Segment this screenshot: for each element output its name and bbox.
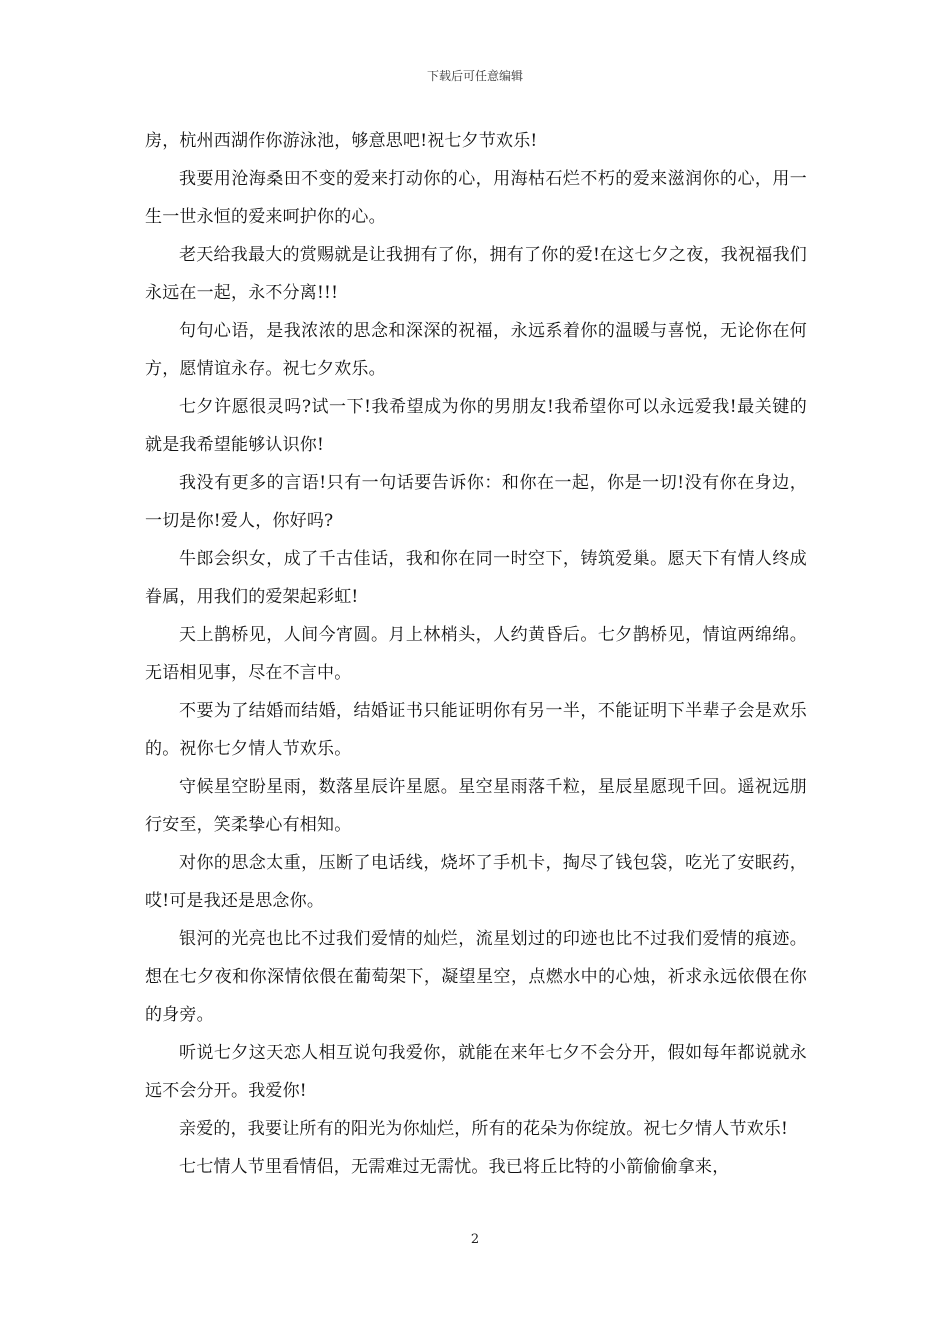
paragraph-6: 我没有更多的言语!只有一句话要告诉你：和你在一起，你是一切!没有你在身边，一切是你!爱人，你好吗? xyxy=(145,473,807,531)
paragraph-11: 对你的思念太重，压断了电话线，烧坏了手机卡，掏尽了钱包袋，吃光了安眠药，哎!可是我还是思念你。 xyxy=(145,853,807,911)
paragraph-14: 亲爱的，我要让所有的阳光为你灿烂，所有的花朵为你绽放。祝七夕情人节欢乐! xyxy=(179,1119,789,1139)
paragraph-8: 天上鹊桥见，人间今宵圆。月上林梢头，人约黄昏后。七夕鹊桥见，情谊两绵绵。无语相见事，尽在不言中。 xyxy=(145,625,807,683)
paragraph-1: 房，杭州西湖作你游泳池，够意思吧!祝七夕节欢乐! xyxy=(145,131,538,151)
page-number: 2 xyxy=(470,1232,480,1247)
paragraph-13: 听说七夕这天恋人相互说句我爱你，就能在来年七夕不会分开，假如每年都说就永远不会分开。我爱你! xyxy=(145,1043,807,1101)
paragraph-5: 七夕许愿很灵吗?试一下!我希望成为你的男朋友!我希望你可以永远爱我!最关键的就是我希望能够认识你! xyxy=(145,397,807,455)
paragraph-4: 句句心语，是我浓浓的思念和深深的祝福，永远系着你的温暖与喜悦，无论你在何方，愿情谊永存。祝七夕欢乐。 xyxy=(145,321,807,379)
paragraph-3: 老天给我最大的赏赐就是让我拥有了你，拥有了你的爱!在这七夕之夜，我祝福我们永远在一起，永不分离!!! xyxy=(145,245,807,303)
paragraph-15: 七七情人节里看情侣，无需难过无需忧。我已将丘比特的小箭偷偷拿来， xyxy=(179,1157,730,1177)
paragraph-2: 我要用沧海桑田不变的爱来打动你的心，用海枯石烂不朽的爱来滋润你的心，用一生一世永恒的爱来呵护你的心。 xyxy=(145,169,807,227)
paragraph-7: 牛郎会织女，成了千古佳话，我和你在同一时空下，铸筑爱巢。愿天下有情人终成眷属，用我们的爱架起彩虹! xyxy=(145,549,807,607)
paragraph-10: 守候星空盼星雨，数落星辰许星愿。星空星雨落千粒，星辰星愿现千回。遥祝远朋行安至，笑柔挚心有相知。 xyxy=(145,777,807,835)
paragraph-9: 不要为了结婚而结婚，结婚证书只能证明你有另一半，不能证明下半辈子会是欢乐的。祝你七夕情人节欢乐。 xyxy=(145,701,807,759)
page-header: 下载后可任意编辑 xyxy=(426,69,523,83)
paragraph-12: 银河的光亮也比不过我们爱情的灿烂，流星划过的印迹也比不过我们爱情的痕迹。想在七夕夜和你深情依偎在葡萄架下，凝望星空，点燃水中的心烛，祈求永远依偎在你的身旁。 xyxy=(145,929,807,1025)
document-body xyxy=(145,122,807,1186)
